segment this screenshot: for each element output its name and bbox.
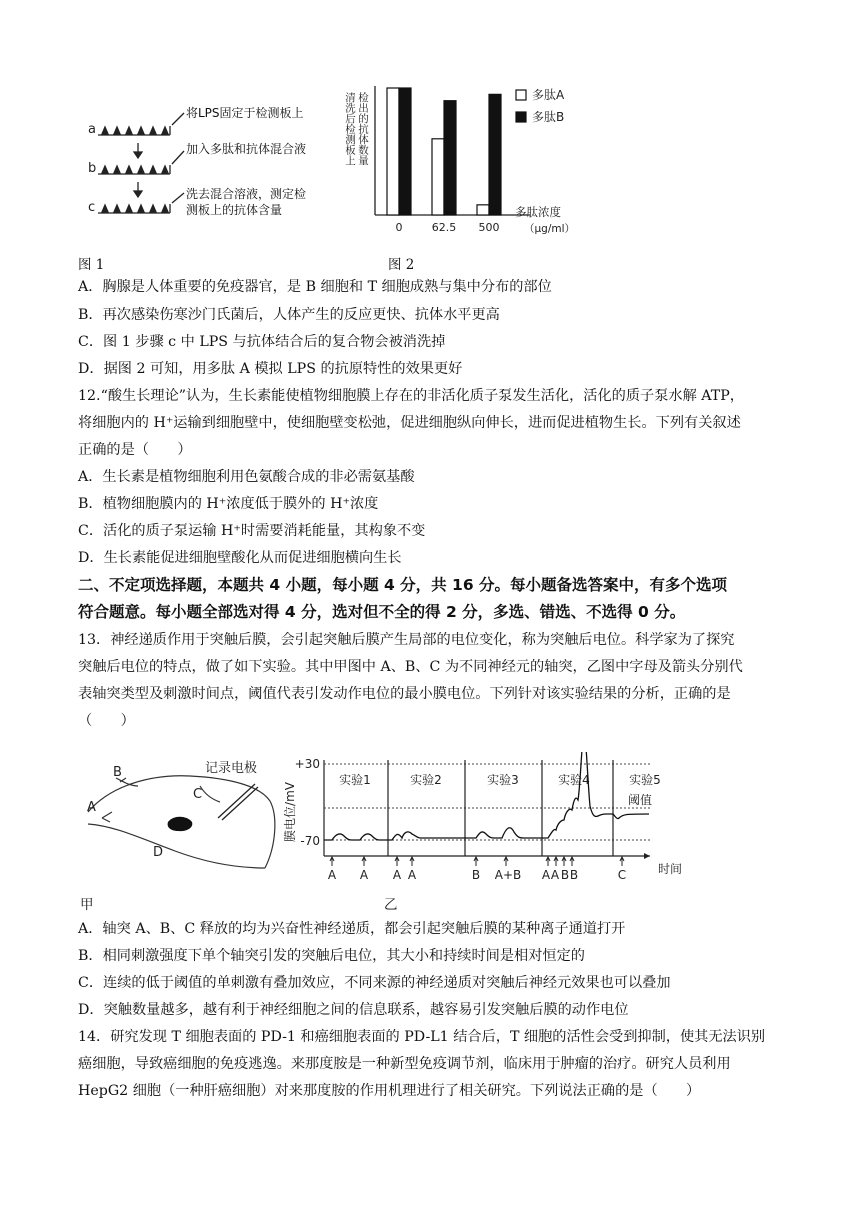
label-a: A (87, 800, 96, 815)
figure-1-caption: 图 1 (78, 257, 105, 273)
figure-jia-caption: 甲 (80, 897, 94, 913)
legend-swatch (516, 90, 526, 100)
label-b: B (113, 765, 122, 780)
y-axis-label: 膜电位/mV (283, 782, 297, 842)
figure-2-caption: 图 2 (388, 257, 415, 273)
q12-option-c: C．活化的质子泵运输 H⁺时需要消耗能量，其构象不变 (78, 523, 426, 539)
legend-label: 多肽B (532, 110, 565, 124)
plate-c (98, 204, 170, 213)
experiment-4-label: 实验4 (558, 773, 590, 787)
bar-peptide-a-2 (477, 205, 489, 215)
q11-option-b: B．再次感染伤寒沙门氏菌后，人体产生的反应更快、抗体水平更高 (78, 307, 500, 323)
q12-stem-line1: 12.“酸生长理论”认为，生长素能使植物细胞膜上存在的非活化质子泵发生活化，活化的质子泵水解 ATP， (78, 388, 744, 404)
time-axis-label: 时间 (658, 862, 683, 876)
x-axis-label: 多肽浓度 (515, 205, 561, 219)
stimulus-label: A (327, 868, 337, 882)
arrow-down-icon (134, 191, 142, 197)
bar-peptide-a-1 (432, 139, 444, 215)
q13-stem-line4: （ ） (78, 713, 135, 729)
y-bottom-tick: -70 (300, 834, 320, 848)
q13-option-d: D．突触数量越多，越有利于神经细胞之间的信息联系，越容易引发突触后膜的动作电位 (78, 1002, 629, 1018)
legend-swatch (516, 112, 526, 122)
q13-option-a: A．轴突 A、B、C 释放的均为兴奋性神经递质，都会引起突触后膜的某种离子通道打开 (78, 921, 626, 937)
stimulus-arrows (330, 857, 624, 866)
figure-2-chart (330, 80, 600, 240)
bar-chart-svg (330, 80, 600, 240)
stimulus-label: A+B (494, 868, 522, 882)
arrow-down-icon (134, 152, 142, 158)
step-b-letter: b (88, 161, 97, 176)
neuron-diagram (80, 756, 280, 876)
pointer-line (172, 113, 184, 125)
stimulus-label: B (560, 868, 570, 882)
y-axis-label: 清洗后检测板上 (344, 92, 356, 166)
bar-peptide-b-0 (399, 88, 411, 215)
stimulus-label: C (617, 868, 627, 882)
step-c-text-line1: 洗去混合溶液，测定检 (186, 187, 307, 201)
q12-stem-line2: 将细胞内的 H⁺运输到细胞壁中，使细胞壁变松弛，促进细胞纵向伸长，进而促进植物生长。下列有关叙述 (78, 415, 741, 431)
stimulus-label: A (407, 868, 417, 882)
x-tick-label: 62.5 (431, 221, 457, 234)
electrode-label: 记录电极 (205, 761, 258, 776)
figure-yi-caption: 乙 (384, 897, 398, 913)
q13-stem-line2: 突触后电位的特点，做了如下实验。其中甲图中 A、B、C 为不同神经元的轴突，乙图中字母及箭头分别代 (78, 659, 743, 675)
section2-heading-line1: 二、不定项选择题，本题共 4 小题，每小题 4 分，共 16 分。每小题备选答案中，有多个选项 (78, 576, 728, 594)
q13-option-c: C．连续的低于阈值的单刺激有叠加效应，不同来源的神经递质对突触后神经元效果也可以叠加 (78, 975, 671, 991)
plate-b (98, 165, 170, 174)
experiment-1-label: 实验1 (339, 773, 371, 787)
legend-label: 多肽A (532, 88, 565, 102)
stimulus-label: A (359, 868, 369, 882)
label-c: C (193, 787, 203, 802)
threshold-label: 阈值 (627, 793, 653, 807)
q12-stem-line3: 正确的是（ ） (78, 442, 192, 458)
experiment-2-label: 实验2 (410, 773, 442, 787)
cell-nucleus (168, 817, 193, 831)
section2-heading-line2: 符合题意。每小题全部选对得 4 分，选对但不全的得 2 分，多选、错选、不选得 0 分。 (78, 603, 686, 621)
x-tick-label: 0 (395, 221, 403, 234)
step-c-letter: c (88, 200, 96, 215)
figure-jia (80, 756, 280, 876)
x-tick-label: 500 (478, 221, 500, 234)
q11-option-c: C．图 1 步骤 c 中 LPS 与抗体结合后的复合物会被消洗掉 (78, 334, 446, 350)
step-a-letter: a (88, 122, 96, 137)
step-a-text: 将LPS固定于检测板上 (186, 106, 304, 120)
stimulus-label: B (569, 868, 579, 882)
q14-stem-line2: 癌细胞，导致癌细胞的免疫逃逸。来那度胺是一种新型免疫调节剂，临床用于肿瘤的治疗。研究人员利用 (78, 1056, 731, 1072)
membrane-potential-plot (280, 752, 690, 882)
label-d: D (153, 845, 164, 860)
q14-stem-line3: HepG2 细胞（一种肝癌细胞）对来那度胺的作用机理进行了相关研究。下列说法正确的是（ ） (78, 1083, 701, 1099)
q11-option-d: D．据图 2 可知，用多肽 A 模拟 LPS 的抗原特性的效果更好 (78, 361, 463, 377)
figure-1 (88, 95, 348, 225)
bar-peptide-b-2 (489, 94, 501, 215)
pointer-line (172, 151, 184, 164)
x-axis-unit: （μg/ml） (524, 223, 576, 235)
q12-option-a: A．生长素是植物细胞利用色氨酸合成的非必需氨基酸 (78, 469, 415, 485)
q11-option-a: A．胸腺是人体重要的免疫器官，是 B 细胞和 T 细胞成熟与集中分布的部位 (78, 279, 552, 295)
q13-stem-line1: 13．神经递质作用于突触后膜，会引起突触后膜产生局部的电位变化，称为突触后电位。科学家为了探究 (78, 632, 735, 648)
q14-stem-line1: 14．研究发现 T 细胞表面的 PD-1 和癌细胞表面的 PD-L1 结合后，T 细胞的活性会受到抑制，使其无法识别 (78, 1029, 766, 1045)
experiment-5-label: 实验5 (629, 773, 661, 787)
stimulus-label: A (541, 868, 551, 882)
experiment-3-label: 实验3 (487, 773, 519, 787)
q12-option-b: B．植物细胞膜内的 H⁺浓度低于膜外的 H⁺浓度 (78, 496, 379, 512)
stimulus-label: A (550, 868, 560, 882)
bar-peptide-b-1 (444, 101, 456, 215)
y-top-tick: +30 (294, 757, 320, 771)
stimulus-label: A (392, 868, 402, 882)
potential-trace (324, 752, 649, 840)
figure-yi (280, 752, 690, 882)
stimulus-label: B (471, 868, 481, 882)
pointer-line (172, 193, 184, 203)
plate-a (98, 126, 170, 135)
recording-electrode (218, 784, 255, 818)
q13-option-b: B．相同刺激强度下单个轴突引发的突触后电位，其大小和持续时间是相对恒定的 (78, 948, 585, 964)
step-c-text-line2: 测板上的抗体含量 (186, 203, 283, 217)
q13-stem-line3: 表轴突类型及刺激时间点，阈值代表引发动作电位的最小膜电位。下列针对该实验结果的分析，正确的是 (78, 686, 731, 702)
bar-peptide-a-0 (387, 88, 399, 215)
step-b-text: 加入多肽和抗体混合液 (186, 142, 307, 156)
y-axis-label: 检出的抗体数量 (357, 92, 369, 166)
q12-option-d: D．生长素能促进细胞壁酸化从而促进细胞横向生长 (78, 550, 402, 566)
